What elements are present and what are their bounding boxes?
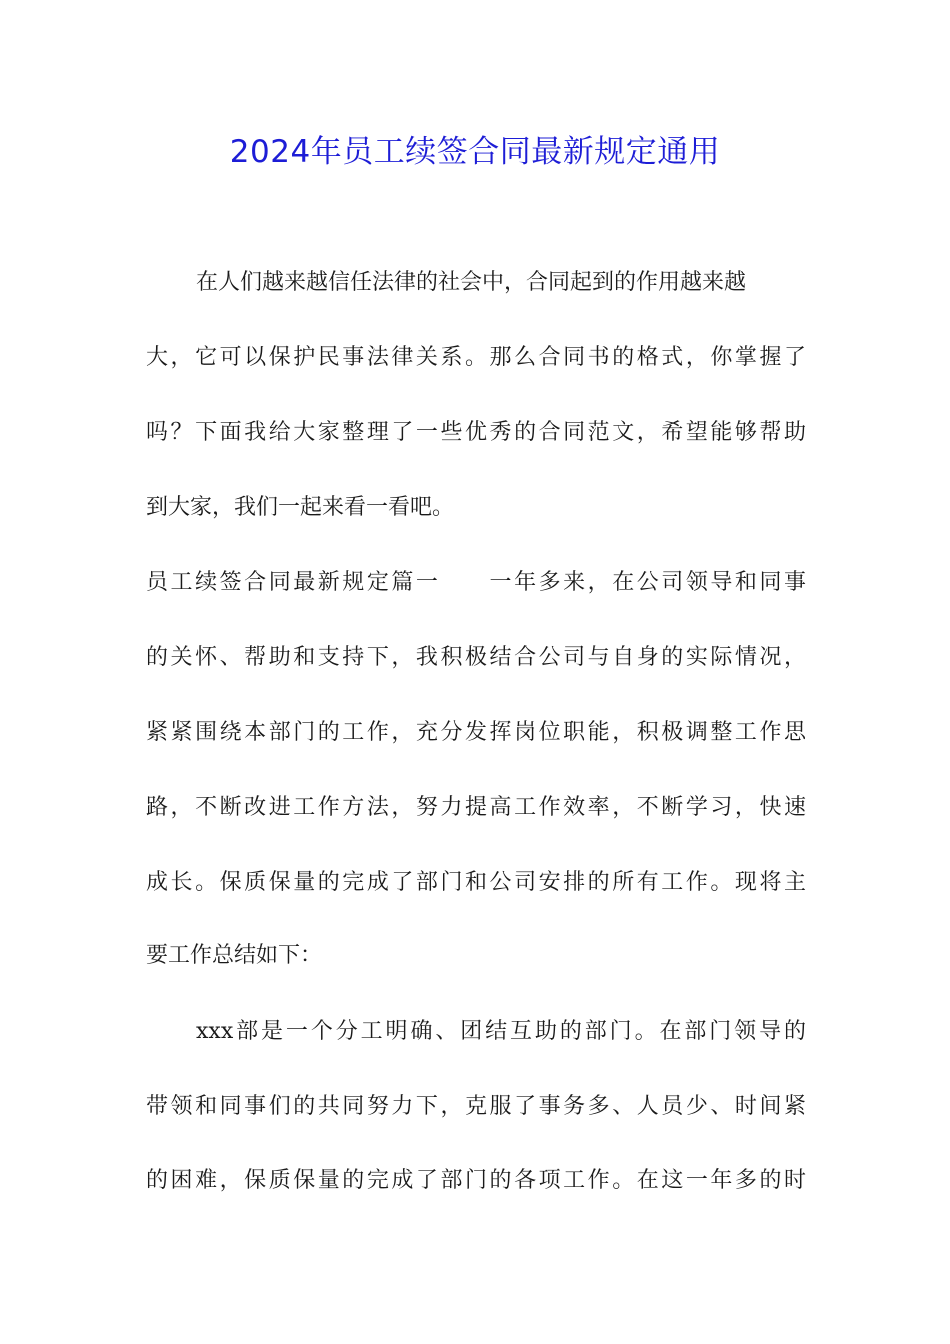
paragraph-line: 紧紧围绕本部门的工作，充分发挥岗位职能，积极调整工作思 [146,720,806,745]
paragraph-line: 的困难，保质保量的完成了部门的各项工作。在这一年多的时 [146,1168,806,1193]
paragraph-line: 成长。保质保量的完成了部门和公司安排的所有工作。现将主 [146,870,806,895]
paragraph-line: 要工作总结如下： [146,943,323,968]
paragraph-line: 路，不断改进工作方法，努力提高工作效率，不断学习，快速 [146,795,806,820]
paragraph-line: 到大家，我们一起来看一看吧。 [146,495,455,520]
paragraph-line: 大，它可以保护民事法律关系。那么合同书的格式，你掌握了 [146,345,806,370]
paragraph-line: 的关怀、帮助和支持下，我积极结合公司与自身的实际情况， [146,645,806,670]
paragraph-line: 吗？下面我给大家整理了一些优秀的合同范文，希望能够帮助 [146,420,806,445]
document-title: 2024年员工续签合同最新规定通用 [229,134,721,170]
section-heading-line: 员工续签合同最新规定篇一 一年多来，在公司领导和同事 [146,570,806,595]
paragraph-line: 带领和同事们的共同努力下，克服了事务多、人员少、时间紧 [146,1094,806,1119]
paragraph-line: xxx部是一个分工明确、团结互助的部门。在部门领导的 [196,1019,806,1044]
paragraph-line: 在人们越来越信任法律的社会中，合同起到的作用越来越 [196,270,747,295]
